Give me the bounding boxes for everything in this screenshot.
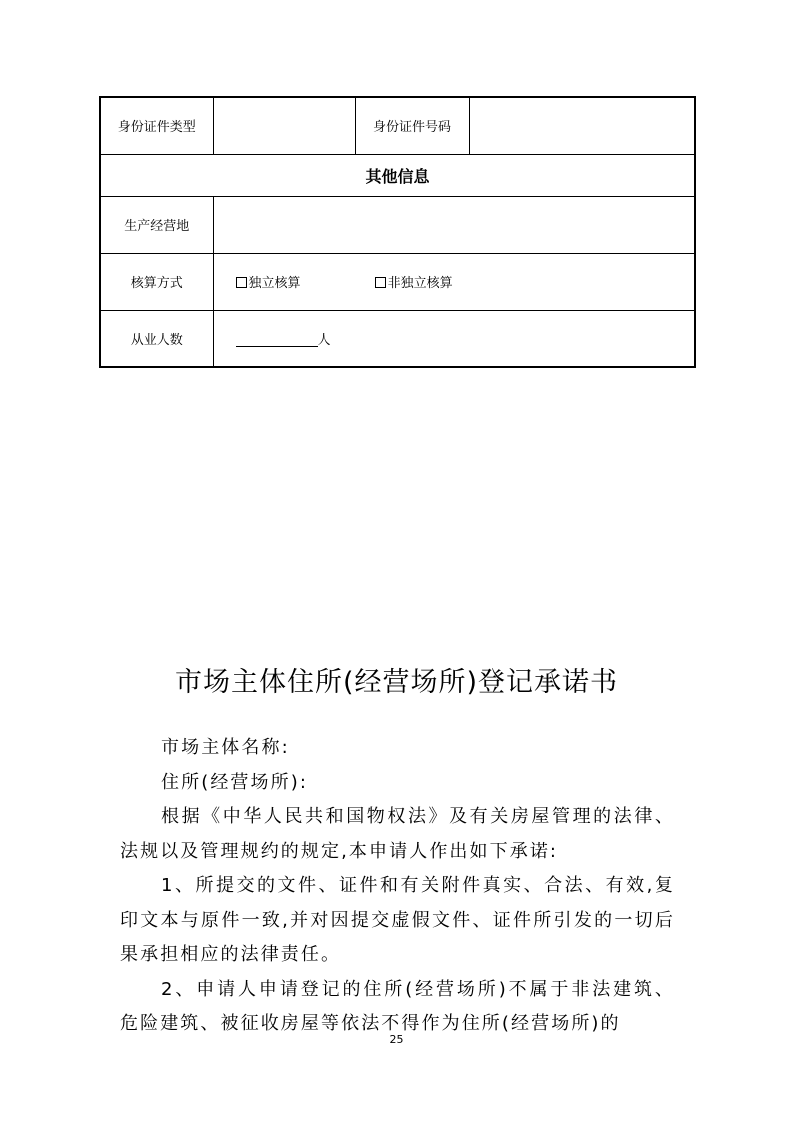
staff-row <box>100 310 695 367</box>
entity-name-line: 市场主体名称: <box>161 737 290 758</box>
pledge-title: 市场主体住所(经营场所)登记承诺书 <box>174 667 619 698</box>
commitment-item-1: 1、所提交的文件、证件和有关附件真实、合法、有效,复印文本与原件一致,并对因提交虚假文件、证件所引发的一切后果承担相应的法律责任。 <box>120 875 675 965</box>
commitment-item-2: 2、申请人申请登记的住所(经营场所)不属于非法建筑、危险建筑、被征收房屋等依法不得作为住所(经营场所)的 <box>120 978 675 1034</box>
accounting-row <box>100 253 695 310</box>
non-independent-accounting-label: 非独立核算 <box>387 276 453 291</box>
id-number-label: 身份证件号码 <box>355 97 469 154</box>
accounting-label: 核算方式 <box>100 253 213 310</box>
id-number-field[interactable] <box>469 97 695 154</box>
staff-cell <box>213 310 695 367</box>
id-type-label: 身份证件类型 <box>100 97 213 154</box>
address-line: 住所(经营场所): <box>161 771 309 793</box>
section-row <box>100 154 695 196</box>
checkbox-icon[interactable] <box>236 277 247 288</box>
staff-unit: 人 <box>317 332 331 348</box>
registration-form-table <box>99 96 696 368</box>
pledge-body <box>120 731 675 1042</box>
legal-basis-paragraph: 根据《中华人民共和国物权法》及有关房屋管理的法律、法规以及管理规约的规定,本申请人作出如下承诺: <box>120 806 675 862</box>
location-row <box>100 196 695 253</box>
id-type-field[interactable] <box>213 97 355 154</box>
non-independent-accounting-option[interactable] <box>375 272 453 291</box>
staff-label: 从业人数 <box>100 310 213 367</box>
accounting-options <box>213 253 695 310</box>
section-heading-other-info: 其他信息 <box>100 154 695 196</box>
independent-accounting-option[interactable] <box>236 272 301 291</box>
location-label: 生产经营地 <box>100 196 213 253</box>
staff-count-blank[interactable] <box>236 332 318 347</box>
location-field[interactable] <box>213 196 695 253</box>
page-number: 25 <box>389 1033 404 1046</box>
id-row <box>100 97 695 154</box>
independent-accounting-label: 独立核算 <box>248 276 301 291</box>
checkbox-icon[interactable] <box>375 277 386 288</box>
